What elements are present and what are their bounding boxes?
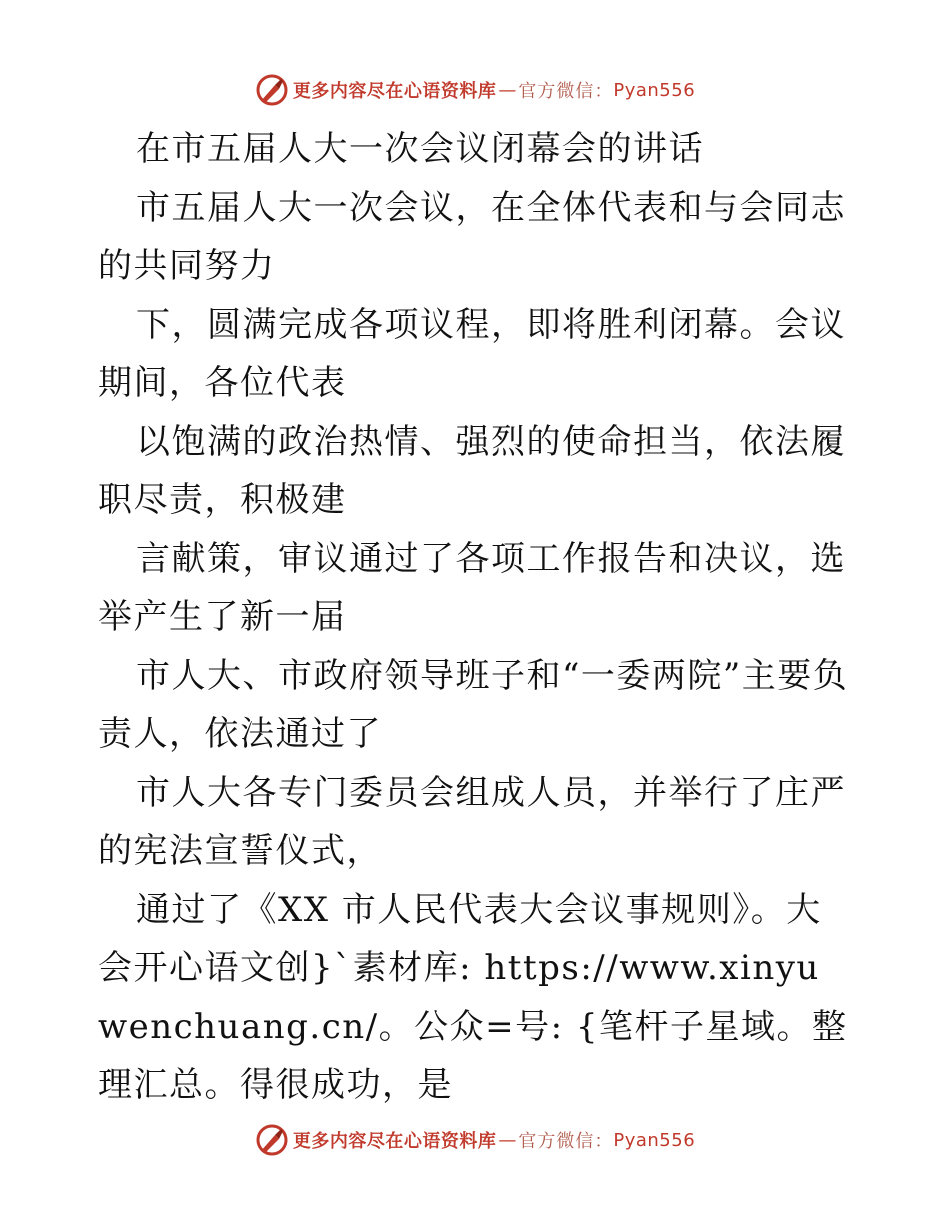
pen-logo-icon [255,73,289,107]
paragraph: 下，圆满完成各项议程，即将胜利闭幕。会议期间，各位代表 [98,304,846,403]
paragraph: 市五届人大一次会议，在全体代表和与会同志的共同努力 [98,187,846,286]
paragraph: 以饱满的政治热情、强烈的使命担当，依法履职尽责，积极建 [98,421,846,520]
watermark-main-text: 更多内容尽在心语资料库 [292,1131,497,1152]
header-watermark [0,70,950,110]
footer-watermark [0,1120,950,1160]
pen-logo-icon [255,1123,289,1157]
watermark-label: 官方微信： [518,81,614,102]
document-body [98,120,850,1115]
paragraph: 市人大各专门委员会组成人员，并举行了庄严的宪法宣誓仪式， [98,772,846,871]
watermark-separator: — [498,79,517,101]
watermark-separator: — [498,1129,517,1151]
paragraph: 通过了《XX 市人民代表大会议事规则》。大会开心语文创}`素材库: https://www.xinyuwenchuang.cn/。公众=号: {笔杆子星域。整理汇总。得很成功，是 [98,889,848,1105]
watermark-wechat-id: Pyan556 [613,79,696,101]
watermark-wechat-id: Pyan556 [613,1129,696,1151]
paragraph-title: 在市五届人大一次会议闭幕会的讲话 [136,129,704,169]
paragraph: 市人大、市政府领导班子和“一委两院”主要负责人，依法通过了 [98,655,849,754]
watermark-main-text: 更多内容尽在心语资料库 [292,81,497,102]
watermark-label: 官方微信： [518,1131,614,1152]
paragraph: 言献策，审议通过了各项工作报告和决议，选举产生了新一届 [98,538,846,637]
